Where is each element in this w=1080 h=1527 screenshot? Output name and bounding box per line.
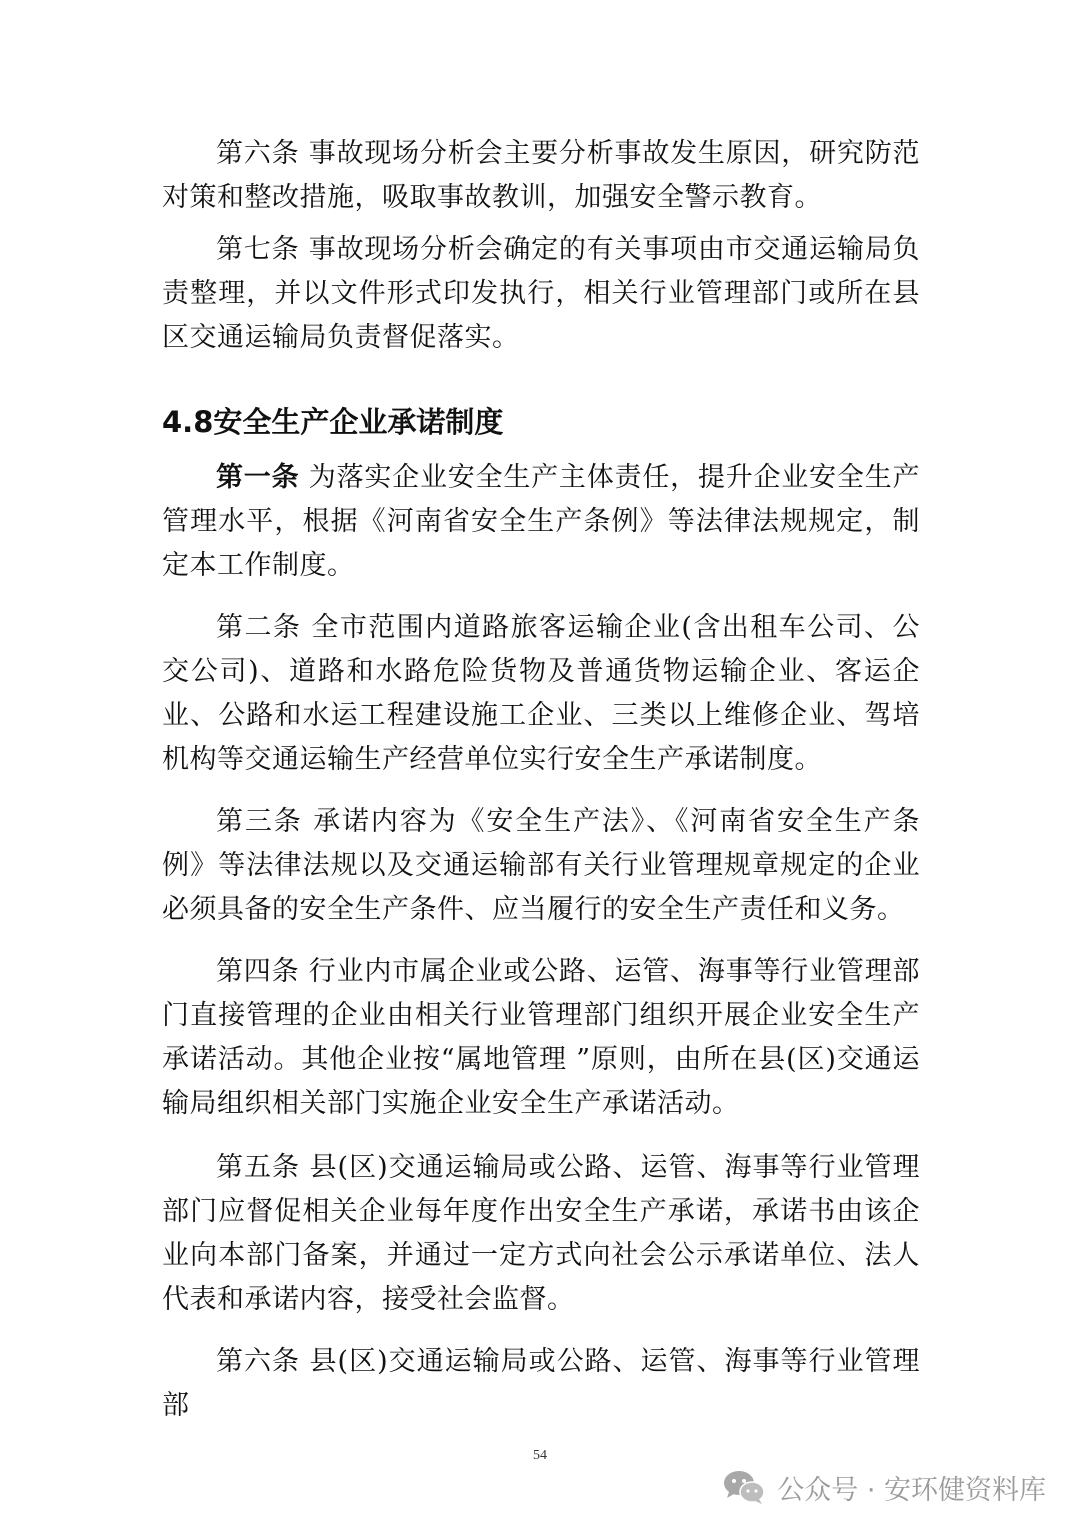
article-number: 第三条 — [216, 806, 303, 837]
article-text: 事故现场分析会主要分析事故发生原因，研究防范对策和整改措施，吸取事故教训，加强安全警示教育。 — [162, 138, 920, 213]
article-number: 第四条 — [216, 956, 300, 987]
article-text: 承诺内容为《安全生产法》、《河南省安全生产条例》等法律法规以及交通运输部有关行业管理规章规定的企业必须具备的安全生产条件、应当履行的安全生产责任和义务。 — [162, 806, 920, 925]
article-number: 第六条 — [216, 1346, 300, 1377]
article-number: 第五条 — [216, 1152, 300, 1183]
watermark-text: 公众号 · 安环健资料库 — [777, 1474, 1046, 1506]
article-paragraph — [162, 606, 920, 782]
article-paragraph — [162, 1340, 920, 1428]
article-paragraph — [162, 132, 920, 220]
article-paragraph — [162, 228, 920, 360]
article-number: 第六条 — [216, 138, 300, 169]
article-paragraph — [162, 456, 920, 588]
article-number: 第一条 — [216, 462, 300, 493]
article-text: 为落实企业安全生产主体责任，提升企业安全生产管理水平，根据《河南省安全生产条例》等法律法规规定，制定本工作制度。 — [162, 462, 920, 581]
article-paragraph — [162, 1146, 920, 1322]
article-number: 第二条 — [216, 612, 302, 643]
article-text: 县(区)交通运输局或公路、运管、海事等行业管理部 — [162, 1346, 920, 1421]
page-number: 54 — [533, 1448, 547, 1463]
article-paragraph — [162, 800, 920, 932]
article-text: 县(区)交通运输局或公路、运管、海事等行业管理部门应督促相关企业每年度作出安全生产承诺，承诺书由该企业向本部门备案，并通过一定方式向社会公示承诺单位、法人代表和承诺内容，接受社会监督。 — [162, 1152, 920, 1315]
article-number: 第七条 — [216, 234, 300, 265]
wechat-icon — [721, 1467, 767, 1507]
article-text: 事故现场分析会确定的有关事项由市交通运输局负责整理，并以文件形式印发执行，相关行业管理部门或所在县区交通运输局负责督促落实。 — [162, 234, 920, 353]
article-text: 全市范围内道路旅客运输企业(含出租车公司、公交公司)、道路和水路危险货物及普通货物运输企业、客运企业、公路和水运工程建设施工企业、三类以上维修企业、驾培机构等交通运输生产经营单位实行安全生产承诺制度。 — [162, 612, 921, 775]
article-paragraph — [162, 950, 920, 1126]
watermark — [721, 1462, 1046, 1512]
article-text: 行业内市属企业或公路、运管、海事等行业管理部门直接管理的企业由相关行业管理部门组织开展企业安全生产承诺活动。其他企业按“属地管理 ”原则，由所在县(区)交通运输局组织相关部门实施企业安全生产承诺活动。 — [162, 956, 920, 1119]
section-heading: 4.8安全生产企业承诺制度 — [162, 405, 504, 439]
